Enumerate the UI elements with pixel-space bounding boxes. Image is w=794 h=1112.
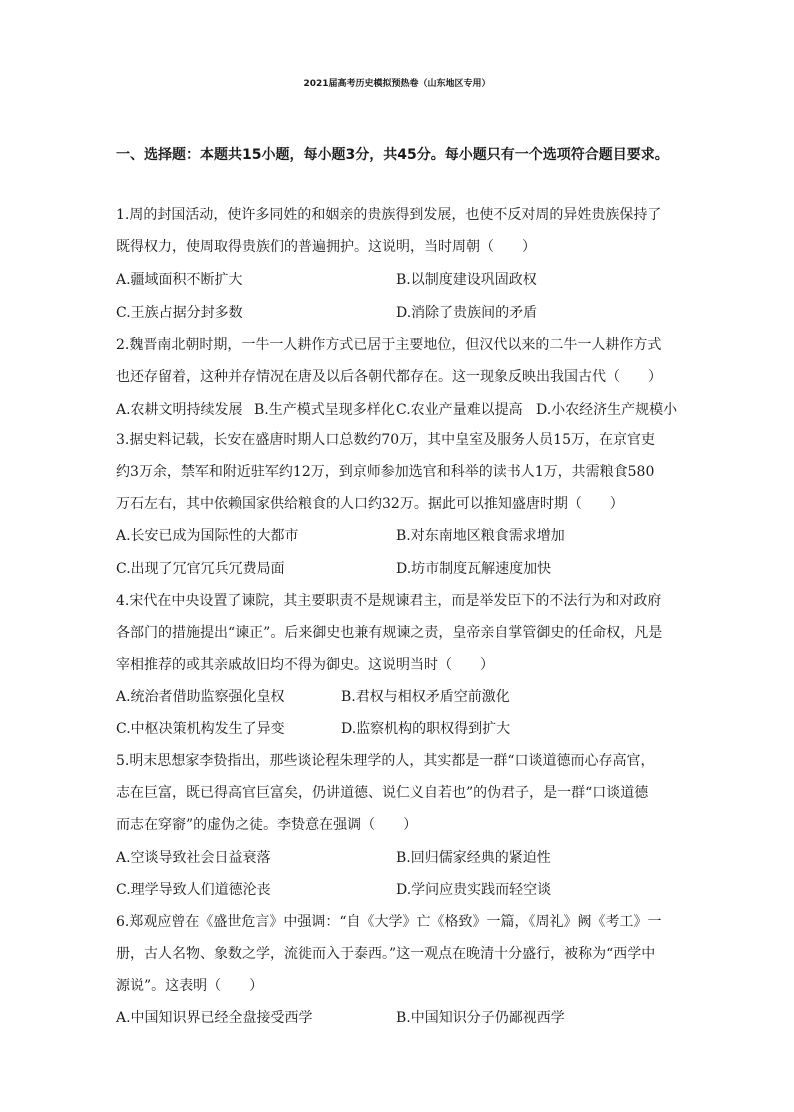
question-3-option-d: D.坊市制度瓦解速度加快 [396,561,552,577]
section-heading: 一、选择题：本题共15小题，每小题3分，共45分。每小题只有一个选项符合题目要求。 [116,147,669,163]
question-2-line-2: 也还存留着，这种并存情况在唐及以后各朝代都存在。这一现象反映出我国古代（ ） [116,369,662,385]
question-3-line-2: 约3万余，禁军和附近驻军约12万，到京师参加选官和科举的读书人1万，共需粮食580 [116,464,655,480]
question-3-option-b: B.对东南地区粮食需求增加 [396,528,565,544]
question-3-option-a: A.长安已成为国际性的大都市 [116,528,299,544]
question-5-line-2: 志在巨富，既已得高官巨富矣，仍讲道德、说仁义自若也”的伪君子，是一群“口谈道德 [116,785,649,801]
question-6-line-2: 册，古人名物、象数之学，流徙而入于泰西。”这一观点在晚清十分盛行，被称为“西学中 [116,946,656,962]
question-4-option-d: D.监察机构的职权得到扩大 [341,721,511,737]
question-5-option-c: C.理学导致人们道德沦丧 [116,882,271,898]
question-2-option-b: B.生产模式呈现多样化 [254,402,395,418]
question-2-option-c: C.农业产量难以提高 [396,402,523,418]
question-4-line-2: 各部门的措施提出“谏正”。后来御史也兼有规谏之责，皇帝亲自掌管御史的任命权，凡是 [116,625,663,641]
question-5-option-b: B.回归儒家经典的紧迫性 [396,850,551,866]
page-title: 2021届高考历史模拟预热卷（山东地区专用） [303,79,491,89]
question-5-option-d: D.学问应贵实践而轻空谈 [396,882,552,898]
question-3-line-3: 万石左右，其中依赖国家供给粮食的人口约32万。据此可以推知盛唐时期（ ） [116,496,624,512]
question-6-option-b: B.中国知识分子仍鄙视西学 [396,1010,565,1026]
question-6-line-3: 源说”。这表明（ ） [116,978,264,994]
question-5-line-1: 5.明末思想家李贽指出，那些谈论程朱理学的人，其实都是一群“口谈道德而心存高官， [116,753,655,769]
question-5-option-a: A.空谈导致社会日益衰落 [116,850,271,866]
question-1-line-1: 1.周的封国活动，使许多同姓的和姻亲的贵族得到发展，也使不反对周的异姓贵族保持了 [116,207,662,223]
question-3-option-c: C.出现了冗官冗兵冗费局面 [116,561,285,577]
question-1-option-a: A.疆域面积不断扩大 [116,272,243,288]
question-1-option-c: C.王族占据分封多数 [116,305,243,321]
question-2-line-1: 2.魏晋南北朝时期，一牛一人耕作方式已居于主要地位，但汉代以来的二牛一人耕作方式 [116,337,662,353]
question-6-line-1: 6.郑观应曾在《盛世危言》中强调：“自《大学》亡《格致》一篇，《周礼》阙《考工》一 [116,914,662,930]
question-1-option-b: B.以制度建设巩固政权 [396,272,537,288]
question-4-line-3: 宰相推荐的或其亲戚故旧均不得为御史。这说明当时（ ） [116,657,494,673]
question-2-option-d: D.小农经济生产规模小 [536,402,678,418]
question-4-line-1: 4.宋代在中央设置了谏院，其主要职责不是规谏君主，而是举发臣下的不法行为和对政府 [116,593,662,609]
question-4-option-c: C.中枢决策机构发生了异变 [116,721,285,737]
question-5-line-3: 而志在穿窬”的虚伪之徒。李贽意在强调（ ） [116,817,418,833]
question-1-line-2: 既得权力，使周取得贵族们的普遍拥护。这说明，当时周朝（ ） [116,239,536,255]
question-4-option-a: A.统治者借助监察强化皇权 [116,689,285,705]
question-4-option-b: B.君权与相权矛盾空前激化 [341,689,510,705]
question-2-option-a: A.农耕文明持续发展 [116,402,243,418]
question-1-option-d: D.消除了贵族间的矛盾 [396,305,538,321]
question-3-line-1: 3.据史料记载，长安在盛唐时期人口总数约70万，其中皇室及服务人员15万，在京官吏 [116,432,655,448]
question-6-option-a: A.中国知识界已经全盘接受西学 [116,1010,313,1026]
